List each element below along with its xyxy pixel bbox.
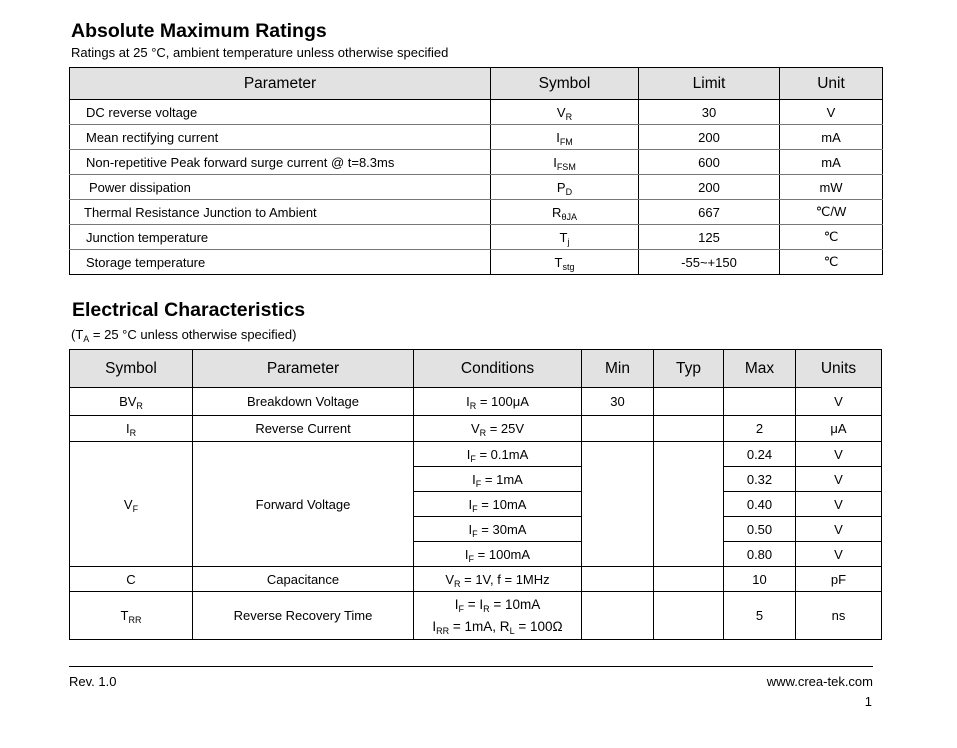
amr-unit: ℃ (780, 250, 883, 275)
ec-units: V (796, 517, 882, 542)
ec-symbol: $BV_R$ (70, 388, 193, 416)
ec-max: 0.50 (724, 517, 796, 542)
ec-header-symbol: Symbol (70, 350, 193, 388)
table-row (70, 592, 882, 640)
amr-limit: -55~+150 (639, 250, 780, 275)
ec-units: V (796, 442, 882, 467)
amr-header-limit: Limit (639, 68, 780, 100)
ec-units: V (796, 542, 882, 567)
ec-parameter: Breakdown Voltage (193, 388, 414, 416)
ec-max (724, 388, 796, 416)
amr-unit: mW (780, 175, 883, 200)
ec-max: 10 (724, 567, 796, 592)
amr-symbol: $I_{FSM}$ (491, 150, 639, 175)
ec-typ (654, 388, 724, 416)
amr-parameter: Junction temperature (70, 225, 491, 250)
ec-symbol: C (70, 567, 193, 592)
trr-condition-line-2: $I_{RR} = 1mA$, $R_L = 100\Omega$ (432, 618, 563, 636)
amr-parameter: Storage temperature (70, 250, 491, 275)
ec-parameter: Capacitance (193, 567, 414, 592)
amr-symbol: $T_{stg}$ (491, 250, 639, 275)
ec-parameter: Reverse Recovery Time (193, 592, 414, 640)
ec-condition: $I_R = 100\mu A$ (414, 388, 582, 416)
ec-condition: $I_F = 30mA$ (414, 517, 582, 542)
ec-min (582, 567, 654, 592)
ec-typ (654, 416, 724, 442)
amr-parameter: Non-repetitive Peak forward surge current @ t=8.3ms (70, 150, 491, 175)
website-link[interactable]: www.crea-tek.com (766, 674, 873, 689)
table-row (70, 567, 882, 592)
ec-header-units: Units (796, 350, 882, 388)
ec-header-conditions: Conditions (414, 350, 582, 388)
table-row (70, 125, 883, 150)
table-row (70, 100, 883, 125)
table-row (70, 225, 883, 250)
ec-min (582, 416, 654, 442)
ec-condition: $I_F = 10mA$ (414, 492, 582, 517)
amr-limit: 30 (639, 100, 780, 125)
ec-condition: $I_F = 1mA$ (414, 467, 582, 492)
ec-header-typ: Typ (654, 350, 724, 388)
amr-header-unit: Unit (780, 68, 883, 100)
amr-title: Absolute Maximum Ratings (71, 20, 327, 42)
table-row (70, 388, 882, 416)
ec-units: μA (796, 416, 882, 442)
amr-parameter: DC reverse voltage (70, 100, 491, 125)
amr-limit: 200 (639, 175, 780, 200)
amr-header-row (70, 68, 883, 100)
ec-header-row (70, 350, 882, 388)
ec-units: pF (796, 567, 882, 592)
page-number: 1 (864, 694, 872, 709)
table-row (70, 175, 883, 200)
ec-parameter: Forward Voltage (193, 442, 414, 567)
amr-symbol: $R_{\theta JA}$ (491, 200, 639, 225)
ec-condition (414, 592, 582, 640)
ec-max: 5 (724, 592, 796, 640)
ec-min (582, 592, 654, 640)
table-row (70, 200, 883, 225)
ec-symbol: $T_{RR}$ (70, 592, 193, 640)
amr-unit: mA (780, 150, 883, 175)
ec-condition: $V_R = 1V$, f = 1MHz (414, 567, 582, 592)
ec-units: V (796, 388, 882, 416)
ec-header-parameter: Parameter (193, 350, 414, 388)
ec-min: 30 (582, 388, 654, 416)
amr-symbol: $P_D$ (491, 175, 639, 200)
amr-unit: ℃/W (780, 200, 883, 225)
ec-max: 0.24 (724, 442, 796, 467)
table-row (70, 416, 882, 442)
amr-unit: ℃ (780, 225, 883, 250)
amr-parameter: Power dissipation (70, 175, 491, 200)
amr-symbol: $V_R$ (491, 100, 639, 125)
ec-min (582, 442, 654, 567)
amr-parameter: Thermal Resistance Junction to Ambient (70, 200, 491, 225)
amr-limit: 667 (639, 200, 780, 225)
amr-parameter: Mean rectifying current (70, 125, 491, 150)
amr-symbol: $T_j$ (491, 225, 639, 250)
absolute-maximum-ratings-table (69, 67, 883, 275)
ec-units: V (796, 492, 882, 517)
amr-subtitle: Ratings at 25 °C, ambient temperature unless otherwise specified (71, 45, 449, 60)
ec-subtitle: ($T_A = 25$ °C unless otherwise specified) (71, 327, 297, 344)
amr-unit: mA (780, 125, 883, 150)
ec-typ (654, 592, 724, 640)
table-row (70, 150, 883, 175)
ec-header-min: Min (582, 350, 654, 388)
revision-label: Rev. 1.0 (69, 674, 117, 689)
trr-condition-line-1: $I_F = I_R = 10mA$ (454, 596, 541, 614)
amr-limit: 600 (639, 150, 780, 175)
footer-divider (69, 666, 873, 667)
amr-header-symbol: Symbol (491, 68, 639, 100)
amr-symbol: $I_{FM}$ (491, 125, 639, 150)
amr-limit: 125 (639, 225, 780, 250)
ec-max: 0.32 (724, 467, 796, 492)
table-row (70, 442, 882, 467)
ec-header-max: Max (724, 350, 796, 388)
ec-condition: $I_F = 0.1mA$ (414, 442, 582, 467)
ec-max: 2 (724, 416, 796, 442)
ec-condition: $V_R = 25V$ (414, 416, 582, 442)
ec-max: 0.40 (724, 492, 796, 517)
ec-symbol: $I_R$ (70, 416, 193, 442)
amr-header-parameter: Parameter (70, 68, 491, 100)
ec-symbol: $V_F$ (70, 442, 193, 567)
ec-typ (654, 567, 724, 592)
electrical-characteristics-table (69, 349, 882, 640)
ec-units: ns (796, 592, 882, 640)
ec-units: V (796, 467, 882, 492)
ec-condition: $I_F = 100mA$ (414, 542, 582, 567)
ec-max: 0.80 (724, 542, 796, 567)
ec-parameter: Reverse Current (193, 416, 414, 442)
ec-typ (654, 442, 724, 567)
amr-unit: V (780, 100, 883, 125)
ec-title: Electrical Characteristics (72, 299, 306, 321)
amr-limit: 200 (639, 125, 780, 150)
table-row (70, 250, 883, 275)
